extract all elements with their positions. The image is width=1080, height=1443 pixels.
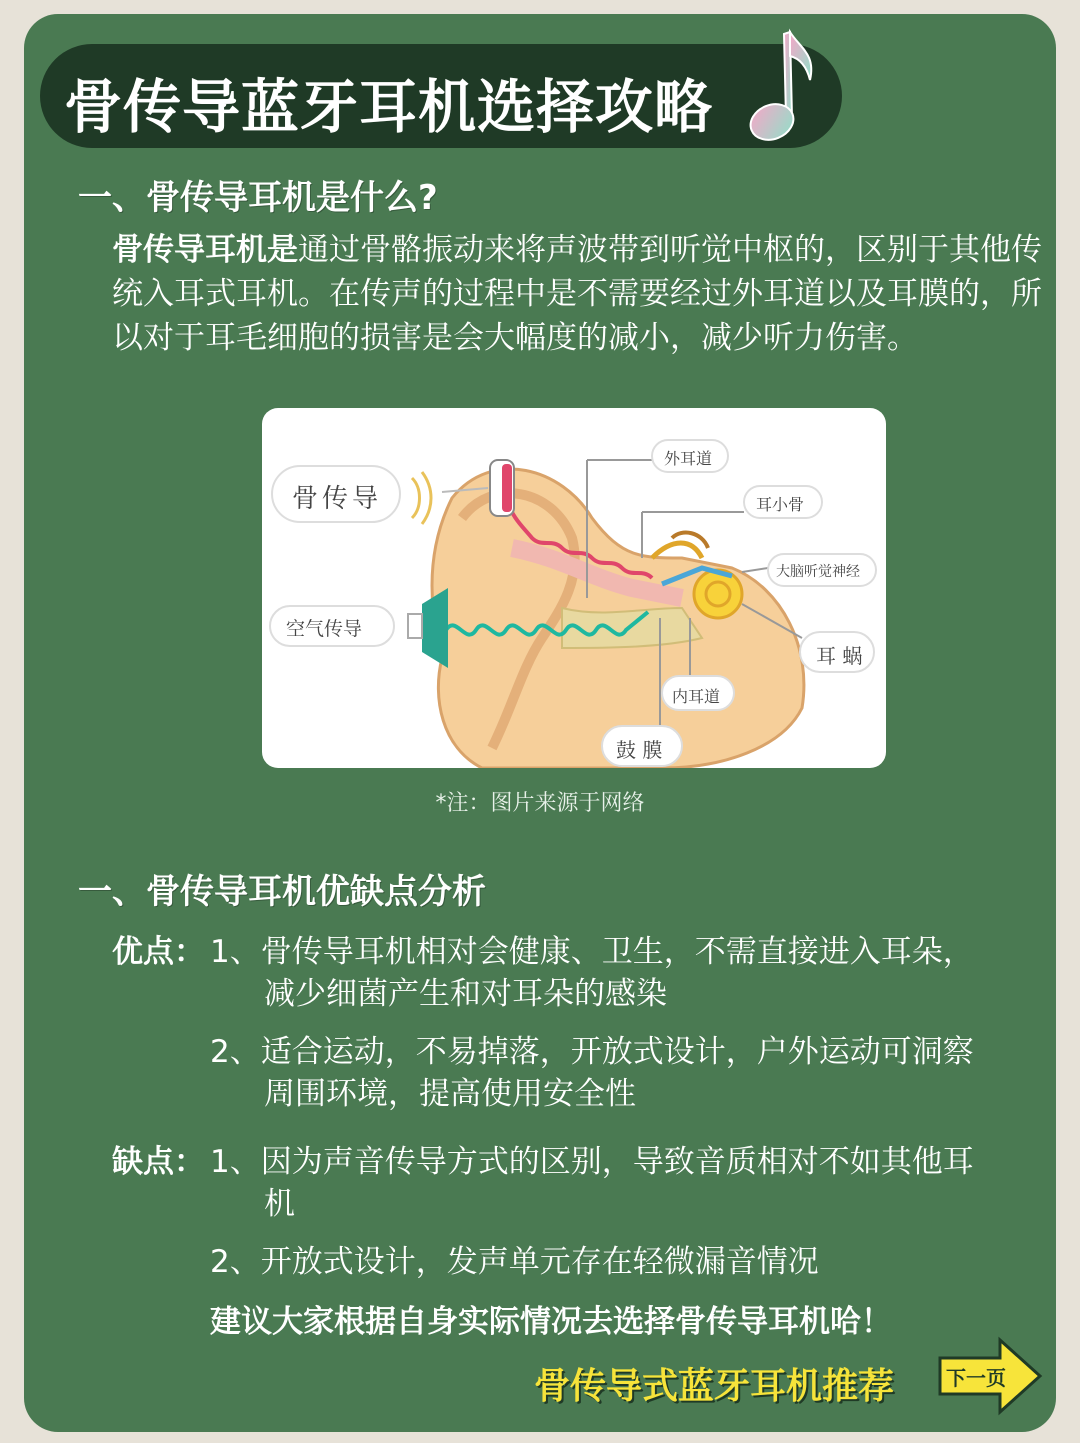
para-bold-intro: 骨传导耳机是 (112, 232, 298, 268)
music-note-icon (730, 18, 820, 158)
image-caption: *注：图片来源于网络 (435, 791, 645, 816)
cons-tag: 缺点： (112, 1144, 205, 1180)
ear-illustration (262, 408, 886, 768)
label-ossicles: 耳小骨 (756, 495, 805, 514)
label-eardrum: 鼓 膜 (616, 738, 663, 762)
pros-tag: 优点： (112, 934, 205, 970)
advice-text: 建议大家根据自身实际情况去选择骨传导耳机哈！ (210, 1304, 892, 1340)
label-air-conduction: 空气传导 (286, 618, 363, 640)
cons-item-1-line2: 机 (264, 1186, 295, 1222)
next-page-label: 下一页 (946, 1366, 1006, 1390)
recommendation-text: 骨传导式蓝牙耳机推荐 (534, 1366, 895, 1407)
section1-heading: 一、骨传导耳机是什么? (78, 178, 438, 218)
section1-paragraph (112, 228, 1047, 360)
cons-item-2-line1: 2、开放式设计，发声单元存在轻微漏音情况 (210, 1244, 819, 1280)
page-title: 骨传导蓝牙耳机选择攻略 (64, 73, 714, 141)
cons-item-1-line1: 1、因为声音传导方式的区别，导致音质相对不如其他耳 (210, 1144, 974, 1180)
pros-item-2-line2: 周围环境，提高使用安全性 (264, 1076, 636, 1112)
label-inner-ear-canal: 内耳道 (672, 687, 721, 706)
section2-heading: 一、骨传导耳机优缺点分析 (78, 872, 486, 912)
label-cochlea: 耳 蜗 (816, 644, 863, 668)
next-page-button[interactable] (936, 1336, 1046, 1416)
pros-item-1-line1: 1、骨传导耳机相对会健康、卫生，不需直接进入耳朵， (210, 934, 974, 970)
label-auditory-nerve: 大脑听觉神经 (776, 564, 860, 580)
pros-item-2-line1: 2、适合运动，不易掉落，开放式设计，户外运动可洞察 (210, 1034, 974, 1070)
label-outer-ear-canal: 外耳道 (664, 449, 713, 468)
para-tail: 。在传声的过程中是不需要经过外耳道以及耳膜的，所以对于耳毛细胞的损害是会大幅度的减小，减少听力伤害。 (112, 276, 1042, 356)
label-bone-conduction: 骨传导 (292, 484, 383, 514)
para-main: 通过骨骼振动来将声波带到听觉中枢的，区别于其他传统入耳式耳机 (112, 232, 1042, 312)
ear-diagram (262, 408, 886, 768)
pros-item-1-line2: 减少细菌产生和对耳朵的感染 (264, 976, 667, 1012)
